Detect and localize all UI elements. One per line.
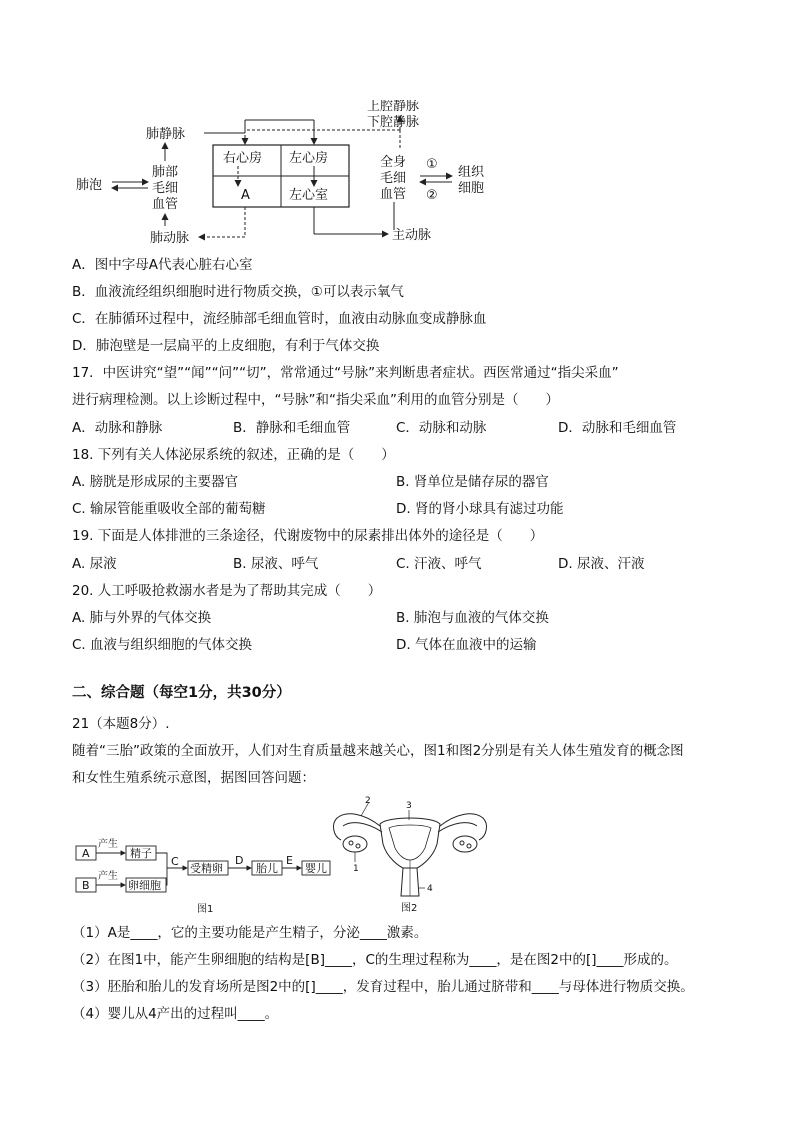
superior-vena-cava-label: 上腔静脉 — [367, 100, 420, 114]
chamber-a-label: A — [241, 188, 250, 203]
marker-2: ② — [426, 188, 438, 203]
q17-option-c: C．动脉和动脉 — [396, 420, 487, 436]
lung-capillary-label-1: 肺部 — [152, 165, 179, 180]
q16-option-a: A．图中字母A代表心脏右心室 — [72, 257, 253, 273]
q16-option-b: B．血液流经组织细胞时进行物质交换，①可以表示氧气 — [72, 284, 404, 300]
q18-option-d: D. 肾的肾小球具有滤过功能 — [396, 501, 564, 517]
section-2-title: 二、综合题（每空1分，共30分） — [72, 685, 291, 701]
q18-option-b: B. 肾单位是储存尿的器官 — [396, 474, 549, 490]
q20-stem: 20. 人工呼吸抢救溺水者是为了帮助其完成（ ） — [72, 583, 382, 599]
q21-sub-1: （1）A是____，它的主要功能是产生精子，分泌____激素。 — [72, 925, 428, 941]
inferior-vena-cava-label: 下腔静脉 — [367, 115, 420, 130]
left-ovary — [343, 836, 367, 852]
q21-intro-line2: 和女性生殖系统示意图，据图回答问题： — [72, 770, 315, 786]
q17-stem-line1: 17．中医讲究“望”“闻”“问”“切”，常常通过“号脉”来判断患者症状。西医常通过“指尖采血” — [72, 365, 619, 381]
lung-capillary-label-3: 血管 — [152, 197, 179, 212]
left-atrium-label: 左心房 — [289, 151, 329, 166]
q17-option-a: A．动脉和静脉 — [72, 420, 163, 436]
q18-stem: 18. 下列有关人体泌尿系统的叙述，正确的是（ ） — [72, 447, 395, 463]
q21-sub-3: （3）胚胎和胎儿的发育场所是图2中的[]____，发育过程中，胎儿通过脐带和____与母体进行物质交换。 — [72, 979, 694, 995]
body-capillary-label-2: 毛细 — [380, 171, 407, 186]
q16-option-d: D．肺泡壁是一层扁平的上皮细胞，有利于气体交换 — [72, 338, 380, 354]
q18-option-c: C. 输尿管能重吸收全部的葡萄糖 — [72, 501, 266, 517]
q17-option-b: B．静脉和毛细血管 — [233, 420, 351, 436]
fig2-label-3: 3 — [406, 801, 412, 811]
q19-option-d: D. 尿液、汗液 — [558, 556, 645, 572]
fig2-label-4: 4 — [427, 884, 433, 894]
fig2-label-2: 2 — [365, 796, 371, 806]
q18-option-a: A. 膀胱是形成尿的主要器官 — [72, 474, 239, 490]
fig1-zygote: 受精卵 — [190, 862, 223, 875]
left-ventricle-label: 左心室 — [289, 188, 329, 203]
q17-option-d: D．动脉和毛细血管 — [558, 420, 677, 436]
fig1-node-a: A — [82, 847, 90, 860]
alveoli-label: 肺泡 — [76, 178, 103, 193]
fig1-label-d: D — [235, 854, 244, 867]
q21-sub-4: （4）婴儿从4产出的过程叫____。 — [72, 1006, 279, 1022]
lung-capillary-label-2: 毛细 — [152, 181, 179, 196]
q19-option-a: A. 尿液 — [72, 556, 117, 572]
q16-option-c: C．在肺循环过程中，流经肺部毛细血管时，血液由动脉血变成静脉血 — [72, 311, 487, 327]
fig1-produce-1: 产生 — [98, 839, 118, 850]
q20-option-b: B. 肺泡与血液的气体交换 — [396, 610, 549, 626]
fig1-label-e: E — [286, 854, 293, 867]
q21-header: 21（本题8分）. — [72, 716, 170, 732]
fig1-caption: 图1 — [197, 904, 214, 915]
fig2-label-1: 1 — [353, 864, 359, 874]
q20-option-a: A. 肺与外界的气体交换 — [72, 610, 212, 626]
q19-option-b: B. 尿液、呼气 — [233, 556, 319, 572]
marker-1: ① — [426, 157, 438, 172]
q19-option-c: C. 汗液、呼气 — [396, 556, 482, 572]
q21-sub-2: （2）在图1中，能产生卵细胞的结构是[B]____，C的生理过程称为____，是在图2中的[]____形成的。 — [72, 952, 678, 968]
aorta-label: 主动脉 — [392, 228, 432, 243]
q20-option-c: C. 血液与组织细胞的气体交换 — [72, 637, 253, 653]
body-capillary-label-3: 血管 — [380, 187, 407, 202]
pulmonary-artery-label: 肺动脉 — [150, 231, 190, 246]
fig1-node-b: B — [82, 879, 90, 892]
right-atrium-label: 右心房 — [223, 151, 263, 166]
figure-2-female-reproductive-system — [325, 796, 495, 918]
body-capillary-label-1: 全身 — [380, 155, 407, 170]
fig1-egg: 卵细胞 — [128, 879, 161, 892]
q17-stem-line2: 进行病理检测。以上诊断过程中，“号脉”和“指尖采血”利用的血管分别是（ ） — [72, 392, 559, 408]
circulation-diagram — [70, 100, 500, 248]
tissue-cells-label-1: 组织 — [458, 165, 485, 180]
figure-1-concept-map — [72, 834, 334, 916]
q20-option-d: D. 气体在血液中的运输 — [396, 637, 537, 653]
fig2-caption: 图2 — [401, 903, 418, 914]
fig1-fetus: 胎儿 — [256, 862, 278, 875]
fig1-label-c: C — [171, 855, 179, 868]
q21-intro-line1: 随着“三胎”政策的全面放开，人们对生育质量越来越关心，图1和图2分别是有关人体生殖发育的概念图 — [72, 743, 684, 759]
fig1-produce-2: 产生 — [98, 871, 118, 882]
tissue-cells-label-2: 细胞 — [458, 181, 485, 196]
right-ovary — [453, 836, 477, 852]
q19-stem: 19. 下面是人体排泄的三条途径，代谢废物中的尿素排出体外的途径是（ ） — [72, 528, 544, 544]
fig1-sperm: 精子 — [130, 847, 152, 860]
pulmonary-vein-label: 肺静脉 — [146, 127, 186, 142]
fig1-baby: 婴儿 — [305, 862, 327, 875]
